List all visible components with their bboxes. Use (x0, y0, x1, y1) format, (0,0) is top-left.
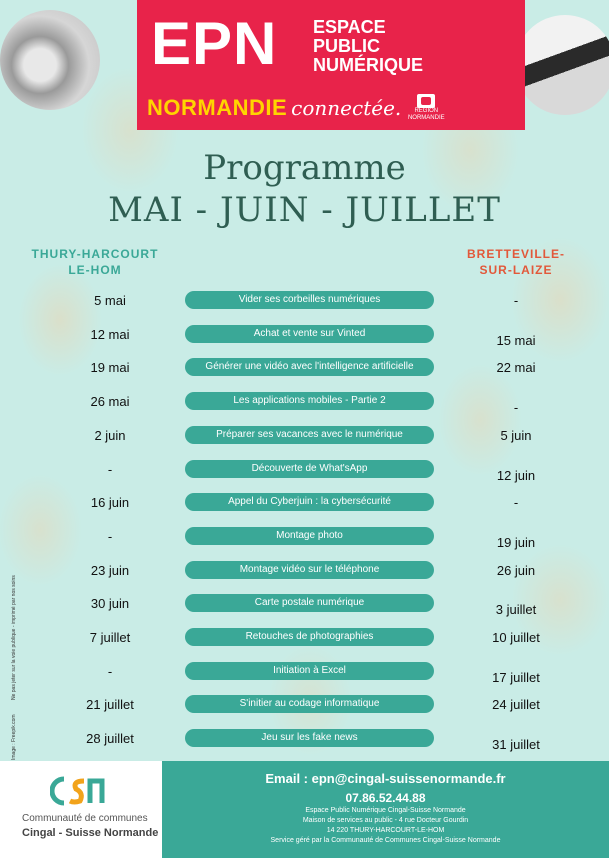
date-bretteville: 3 juillet (495, 602, 537, 617)
activity-pill: Préparer ses vacances avec le numérique (185, 426, 434, 444)
activity-pill: Les applications mobiles - Partie 2 (185, 392, 434, 410)
date-thury-harcourt: 23 juin (90, 563, 130, 578)
column-header-line: SUR-LAIZE (479, 263, 553, 277)
footer (0, 761, 609, 858)
connectee-text: connectée. (291, 96, 402, 120)
schedule-row (0, 662, 609, 684)
address-line: Service géré par la Communauté de Communes Cingal-Suisse Normande (270, 837, 501, 844)
region-emblem-icon (417, 94, 435, 108)
activity-pill: Découverte de What'sApp (185, 460, 434, 478)
date-bretteville: 10 juillet (492, 630, 540, 645)
date-bretteville: 19 juin (496, 535, 536, 550)
address-line: 14 220 THURY-HARCOURT-LE-HOM (326, 827, 445, 834)
schedule-row (0, 426, 609, 448)
date-thury-harcourt: 21 juillet (86, 697, 134, 712)
date-thury-harcourt: 2 juin (94, 428, 126, 443)
schedule-row (0, 493, 609, 515)
activity-pill: Carte postale numérique (185, 594, 434, 612)
date-bretteville: 17 juillet (492, 670, 540, 685)
schedule-row (0, 460, 609, 482)
date-thury-harcourt: 7 juillet (89, 630, 131, 645)
date-bretteville: 24 juillet (492, 697, 540, 712)
date-bretteville: 12 juin (496, 468, 536, 483)
image-credit: Image : Freepik.com (11, 714, 17, 760)
schedule-row (0, 695, 609, 717)
print-note: Ne pas jeter sur la voie publique - imprimé par nos soins (11, 575, 17, 700)
subtitle-line: PUBLIC (313, 36, 380, 56)
schedule-row (0, 358, 609, 380)
date-bretteville: - (513, 293, 519, 308)
activity-pill: S'initier au codage informatique (185, 695, 434, 713)
activity-pill: Montage vidéo sur le téléphone (185, 561, 434, 579)
column-header-thury-harcourt (30, 246, 160, 278)
subtitle-line: ESPACE (313, 17, 386, 37)
date-thury-harcourt: - (107, 529, 113, 544)
schedule-row (0, 325, 609, 347)
programme-title: Programme (203, 148, 406, 188)
activity-pill: Générer une vidéo avec l'intelligence artificielle (185, 358, 434, 376)
date-thury-harcourt: 30 juin (90, 596, 130, 611)
subtitle-line: NUMÉRIQUE (313, 55, 424, 75)
column-header-line: BRETTEVILLE- (467, 247, 565, 261)
schedule-row (0, 561, 609, 583)
column-header-bretteville (466, 246, 566, 278)
date-thury-harcourt: 16 juin (90, 495, 130, 510)
activity-pill: Achat et vente sur Vinted (185, 325, 434, 343)
date-bretteville: 15 mai (496, 333, 536, 348)
normandie-connectee-band (137, 86, 525, 130)
schedule-row (0, 527, 609, 549)
contact-email[interactable]: Email : epn@cingal-suissenormande.fr (265, 771, 506, 786)
activity-pill: Initiation à Excel (185, 662, 434, 680)
schedule-row (0, 594, 609, 616)
header-banner (137, 0, 525, 130)
activity-pill: Retouches de photographies (185, 628, 434, 646)
date-thury-harcourt: 19 mai (90, 360, 130, 375)
date-thury-harcourt: 12 mai (90, 327, 130, 342)
column-header-line: THURY-HARCOURT (31, 247, 159, 261)
csn-logo-icon (50, 771, 110, 811)
address-line: Espace Public Numérique Cingal-Suisse Normande (305, 807, 466, 814)
community-logo-box (0, 761, 162, 858)
laptop-photo (515, 15, 609, 115)
activity-pill: Appel du Cyberjuin : la cybersécurité (185, 493, 434, 511)
date-bretteville: 26 juin (496, 563, 536, 578)
activity-pill: Jeu sur les fake news (185, 729, 434, 747)
community-line1: Communauté de communes (22, 813, 148, 824)
date-bretteville: - (513, 495, 519, 510)
date-bretteville: 22 mai (496, 360, 536, 375)
community-line2: Cingal - Suisse Normande (22, 827, 159, 839)
mouse-photo (0, 10, 100, 110)
activity-pill: Montage photo (185, 527, 434, 545)
epn-logo: EPN (151, 10, 278, 77)
date-thury-harcourt: - (107, 664, 113, 679)
date-thury-harcourt: 5 mai (94, 293, 126, 308)
date-thury-harcourt: - (107, 462, 113, 477)
date-thury-harcourt: 28 juillet (86, 731, 134, 746)
schedule-row (0, 392, 609, 414)
date-bretteville: 31 juillet (492, 737, 540, 752)
schedule-row (0, 628, 609, 650)
epn-subtitle (313, 18, 423, 75)
schedule-row (0, 729, 609, 751)
column-header-line: LE-HOM (68, 263, 122, 277)
schedule-row (0, 291, 609, 313)
activity-pill: Vider ses corbeilles numériques (185, 291, 434, 309)
contact-phone[interactable]: 07.86.52.44.88 (345, 791, 426, 805)
date-bretteville: 5 juin (500, 428, 532, 443)
region-logo-text: RÉGION NORMANDIE (407, 108, 445, 121)
date-thury-harcourt: 26 mai (90, 394, 130, 409)
date-bretteville: - (513, 400, 519, 415)
region-normandie-logo (409, 93, 443, 123)
address-line: Maison de services au public - 4 rue Docteur Gourdin (302, 817, 469, 824)
normandie-text: NORMANDIE (147, 95, 288, 120)
months-title: MAI - JUIN - JUILLET (108, 190, 501, 230)
